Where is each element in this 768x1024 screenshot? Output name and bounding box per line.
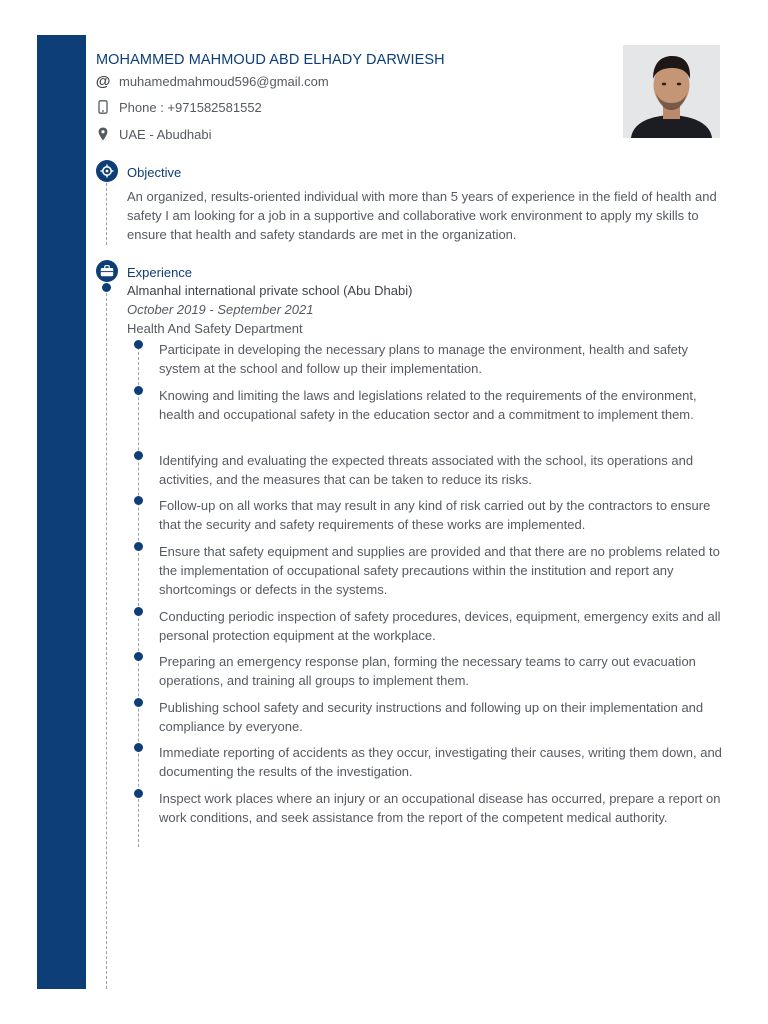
contact-email <box>96 72 329 90</box>
duty-bullet: Identifying and evaluating the expected threats associated with the school, its operations and activities, and the measures that can be taken to reduce its risks. <box>159 453 694 487</box>
contact-location <box>96 125 212 143</box>
bullet-dot <box>134 743 143 752</box>
job-department: Health And Safety Department <box>127 321 303 336</box>
phone-icon <box>96 100 110 114</box>
duty-bullet: Preparing an emergency response plan, forming the necessary teams to carry out evacuation operations, and training all groups to implement them. <box>159 654 696 688</box>
experience-title: Experience <box>127 265 193 280</box>
duty-bullet: Participate in developing the necessary plans to manage the environment, health and safety system at the school and follow up their implementation. <box>159 342 689 376</box>
experience-timeline-line <box>106 283 107 989</box>
bullet-dot <box>134 542 143 551</box>
phone-text: Phone : +971582581552 <box>119 99 262 115</box>
job-company: Almanhal international private school (Abu Dhabi) <box>127 283 413 298</box>
candidate-name: MOHAMMED MAHMOUD ABD ELHADY DARWIESH <box>96 52 445 68</box>
duty-bullet: Conducting periodic inspection of safety procedures, devices, equipment, emergency exits and all personal protection equipment at the workplace. <box>159 609 721 643</box>
job-timeline-dot <box>102 283 111 292</box>
target-icon <box>96 160 118 182</box>
duty-bullet: Follow-up on all works that may result in any kind of risk carried out by the contractors to ensure that the security and safety requirements of these works are implemented. <box>159 498 711 532</box>
bullet-dot <box>134 607 143 616</box>
bullets-timeline-line <box>138 347 139 847</box>
bullet-dot <box>134 698 143 707</box>
sidebar-accent-bar <box>37 35 86 989</box>
objective-text: An organized, results-oriented individual with more than 5 years of experience in the field of health and safety I am looking for a job in a supportive and collaborative work environment to apply my skills to ensure that health and safety standards are met in the organization. <box>127 189 717 242</box>
duty-bullet: Publishing school safety and security instructions and following up on their implementation and compliance by everyone. <box>159 700 704 734</box>
bullet-dot <box>134 652 143 661</box>
duty-bullet: Knowing and limiting the laws and legislations related to the requirements of the environment, health and occupational safety in the education sector and a commitment to implement them. <box>159 388 697 422</box>
contact-phone <box>96 98 262 116</box>
bullet-dot <box>134 340 143 349</box>
bullet-dot <box>134 496 143 505</box>
duty-bullet: Immediate reporting of accidents as they occur, investigating their causes, writing them down, and documenting the results of the investigation. <box>159 745 722 779</box>
bullet-dot <box>134 451 143 460</box>
duty-bullet: Ensure that safety equipment and supplies are provided and that there are no problems related to the implementation of occupational safety precautions within the institution and report any shortcomings or defects in the systems. <box>159 544 720 597</box>
email-text: muhamedmahmoud596@gmail.com <box>119 73 329 89</box>
briefcase-icon <box>96 260 118 282</box>
job-dates: October 2019 - September 2021 <box>127 302 314 317</box>
bullet-dot <box>134 789 143 798</box>
duty-bullet: Inspect work places where an injury or an occupational disease has occurred, prepare a report on work conditions, and seek assistance from the report of the competent medical authority. <box>159 791 721 825</box>
objective-timeline-line <box>106 183 107 245</box>
at-icon: @ <box>95 72 111 90</box>
profile-photo <box>623 45 720 138</box>
location-pin-icon <box>96 127 110 141</box>
location-text: UAE - Abudhabi <box>119 126 212 142</box>
bullet-dot <box>134 386 143 395</box>
objective-title: Objective <box>127 165 182 180</box>
